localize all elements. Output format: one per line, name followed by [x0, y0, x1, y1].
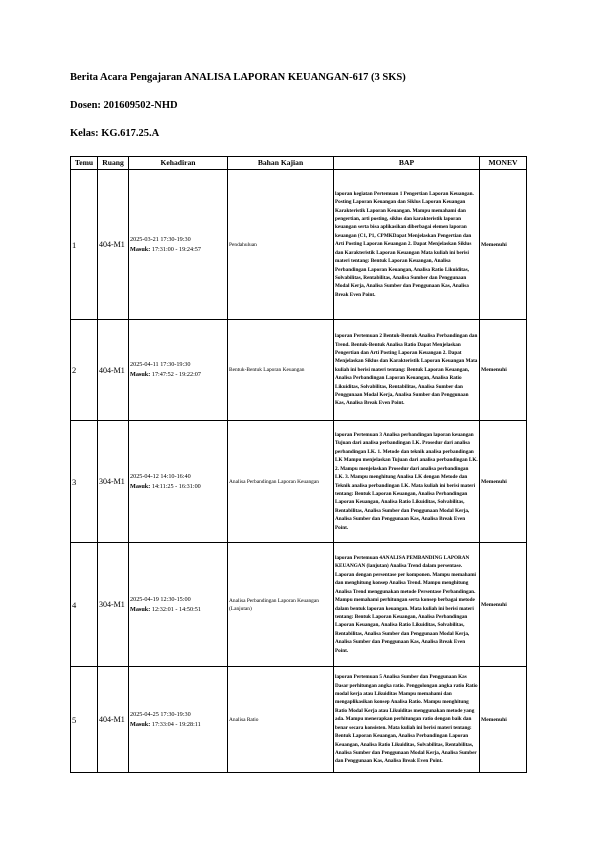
monev-status: Memenuhi: [480, 667, 527, 773]
schedule-time: 2025-04-25 17:30-19:30: [130, 710, 191, 718]
table-row: [71, 320, 527, 421]
lecturer-line: Dosen: 201609502-NHD: [70, 100, 178, 111]
column-header-bahan-kajian: Bahan Kajian: [228, 157, 334, 170]
check-in-time: [130, 720, 226, 730]
check-in-range: 17:33:04 - 19:28:11: [151, 720, 201, 728]
table-row: [71, 543, 527, 667]
room: 404-M1: [98, 170, 129, 320]
monev-status: Memenuhi: [480, 170, 527, 320]
meeting-number: 4: [71, 543, 98, 667]
bap-text: laporan Pertemuan 4ANALISA PEMBANDING LAPORAN KEUANGAN (lanjutan) Analisa Trend dalam persentase. Laporan dengan persentase per komponen. Mampu memahami dan menghitung konsep Analisa Trend. Mampu menghitung Analisa Trend menggunakan metode Persentase Perbandingan. Mampu memahami perhitungan serta konsep berbagai metode dalam bentuk laporan keuangan. Mata kuliah ini berisi materi tentang: Bentuk Laporan Keuangan, Analisa Perbandingan Laporan Keuangan, Analisa Ratio Likuiditas, Solvabilitas, Rentabilitas, Analisa Sumber dan Penggunaan Modal Kerja, Analisa Sumber dan Penggunaan Kas, Analisa Break Even Point.: [334, 543, 480, 667]
attendance-cell: [129, 170, 228, 320]
room: 304-M1: [98, 421, 129, 543]
check-in-time: [130, 605, 226, 615]
column-header-ruang: Ruang: [98, 157, 129, 170]
attendance-cell: [129, 543, 228, 667]
study-material: Analisa Perbandingan Laporan Keuangan (Lanjutan): [228, 543, 334, 667]
bap-text: laporan Pertemuan 5 Analisa Sumber dan Penggunaan Kas Dasar perhitungan angka ratio. Penggolongan angka ratio Ratio modal kerja atau Likuiditas Mampu memahami dan mengaplikasikan konsep Analisa Ratio. Mampu menghitung Ratio Modal Kerja atau Likuiditas menggunakan metode yang ada. Mampu menerapkan perhitungan ratio dengan baik dan benar secara konsisten. Mata kuliah ini berisi materi tentang: Bentuk Laporan Keuangan, Analisa Perbandingan Laporan Keuangan, Analisa Ratio Likuiditas, Solvabilitas, Rentabilitas, Analisa Sumber dan Penggunaan Modal Kerja, Analisa Sumber dan Penggunaan Kas, Analisa Break Even Point.: [334, 667, 480, 773]
check-in-range: 14:11:25 - 16:31:00: [151, 482, 201, 490]
meeting-number: 1: [71, 170, 98, 320]
check-in-label: Masuk:: [130, 720, 151, 728]
room: 404-M1: [98, 667, 129, 773]
table-row: [71, 667, 527, 773]
check-in-label: Masuk:: [130, 605, 151, 613]
check-in-range: 17:47:52 - 19:22:07: [151, 371, 201, 378]
check-in-range: 17:31:00 - 19:24:57: [151, 245, 201, 253]
attendance-table: [70, 156, 527, 773]
schedule-time: 2025-04-11 17:30-19:30: [130, 361, 191, 368]
monev-status: Memenuhi: [480, 320, 527, 421]
table-row: [71, 421, 527, 543]
schedule-time: 2025-03-21 17:30-19:30: [130, 235, 191, 243]
attendance-cell: [129, 421, 228, 543]
column-header-monev: MONEV: [480, 157, 527, 170]
study-material: Analisa Ratio: [228, 667, 334, 773]
monev-status: Memenuhi: [480, 543, 527, 667]
check-in-label: Masuk:: [130, 482, 151, 490]
check-in-label: Masuk:: [130, 371, 151, 378]
table-row: [71, 170, 527, 320]
bap-text: laporan kegiatan Pertemuan 1 Pengertian Laporan Keuangan. Posting Laporan Keuangan dan Siklus Laporan Keuangan Karakteristik Laporan Keuangan. Mampu memahami dan pengertian, arti posting, siklus dan karakteristik laporan keuangan serta bisa aplikasikan diberbagai elemen laporan keuangan (C1, P1, CPMKDapat Menjelaskan Pengertian dan Arti Posting Laporan Keuangan 2. Dapat Menjelaskan Siklus dan Karakteristik Laporan Keuangan Mata kuliah ini berisi materi tentang: Bentuk Laporan Keuangan, Analisa Perbandingan Laporan Keuangan, Analisa Ratio Likuiditas, Solvabilitas, Rentabilitas, Analisa Sumber dan Penggunaan Modal Kerja, Analisa Sumber dan Penggunaan Kas, Analisa Break Even Point.: [334, 170, 480, 320]
check-in-time: [130, 482, 226, 492]
room: 304-M1: [98, 543, 129, 667]
document-title: Berita Acara Pengajaran ANALISA LAPORAN KEUANGAN-617 (3 SKS): [70, 72, 406, 83]
schedule-time: 2025-04-12 14:10-16:40: [130, 472, 191, 480]
check-in-range: 12:32:01 - 14:50:51: [151, 605, 201, 613]
attendance-cell: [129, 667, 228, 773]
bap-text: laporan Pertemuan 2 Bentuk-Bentuk Analisa Perbandingan dan Trend. Bentuk-Bentuk Analisa Ratio Dapat Menjelaskan Pengertian dan Arti Posting Laporan Keuangan 2. Dapat Menjelaskan Siklus dan Karakteristik Laporan Keuangan Mata kuliah ini berisi materi tentang: Bentuk Laporan Keuangan, Analisa Perbandingan Laporan Keuangan, Analisa Ratio Likuiditas, Solvabilitas, Rentabilitas, Analisa Sumber dan Penggunaan Modal Kerja, Analisa Sumber dan Penggunaan Kas, Analisa Break Even Point.: [334, 320, 480, 421]
bap-text: laporan Pertemuan 3 Analisa perbandingan laporan keuangan Tujuan dari analisa perbandingan LK. Prosedur dari analisa perbandingan LK. 1. Metode dan teknik analisa perbandingan LK Mampu menjelaskan Tujuan dari analisa perbandingan LK. 2. Mampu menjelaskan Prosedur dari analisa perbandingan LK. 3. Mampu menghitung Analisa LK dengan Metode dan Teknik analisa perbandingan LK. Mata kuliah ini berisi materi tentang: Bentuk Laporan Keuangan, Analisa Perbandingan Laporan Keuangan, Analisa Ratio Likuiditas, Solvabilitas, Rentabilitas, Analisa Sumber dan Penggunaan Modal Kerja, Analisa Sumber dan Penggunaan Kas, Analisa Break Even Point.: [334, 421, 480, 543]
check-in-time: [130, 370, 226, 380]
column-header-temu: Temu: [71, 157, 98, 170]
meeting-number: 3: [71, 421, 98, 543]
table-header-row: [71, 157, 527, 170]
study-material: Pendahuluan: [228, 170, 334, 320]
schedule-time: 2025-04-19 12:30-15:00: [130, 595, 191, 603]
check-in-label: Masuk:: [130, 245, 151, 253]
column-header-bap: BAP: [334, 157, 480, 170]
attendance-cell: [129, 320, 228, 421]
check-in-time: [130, 245, 226, 255]
meeting-number: 5: [71, 667, 98, 773]
meeting-number: 2: [71, 320, 98, 421]
class-line: Kelas: KG.617.25.A: [70, 128, 160, 139]
study-material: Bentuk-Bentuk Laporan Keuangan: [228, 320, 334, 421]
study-material: Analisa Perbandingan Laporan Keuangan: [228, 421, 334, 543]
room: 404-M1: [98, 320, 129, 421]
monev-status: Memenuhi: [480, 421, 527, 543]
column-header-kehadiran: Kehadiran: [129, 157, 228, 170]
